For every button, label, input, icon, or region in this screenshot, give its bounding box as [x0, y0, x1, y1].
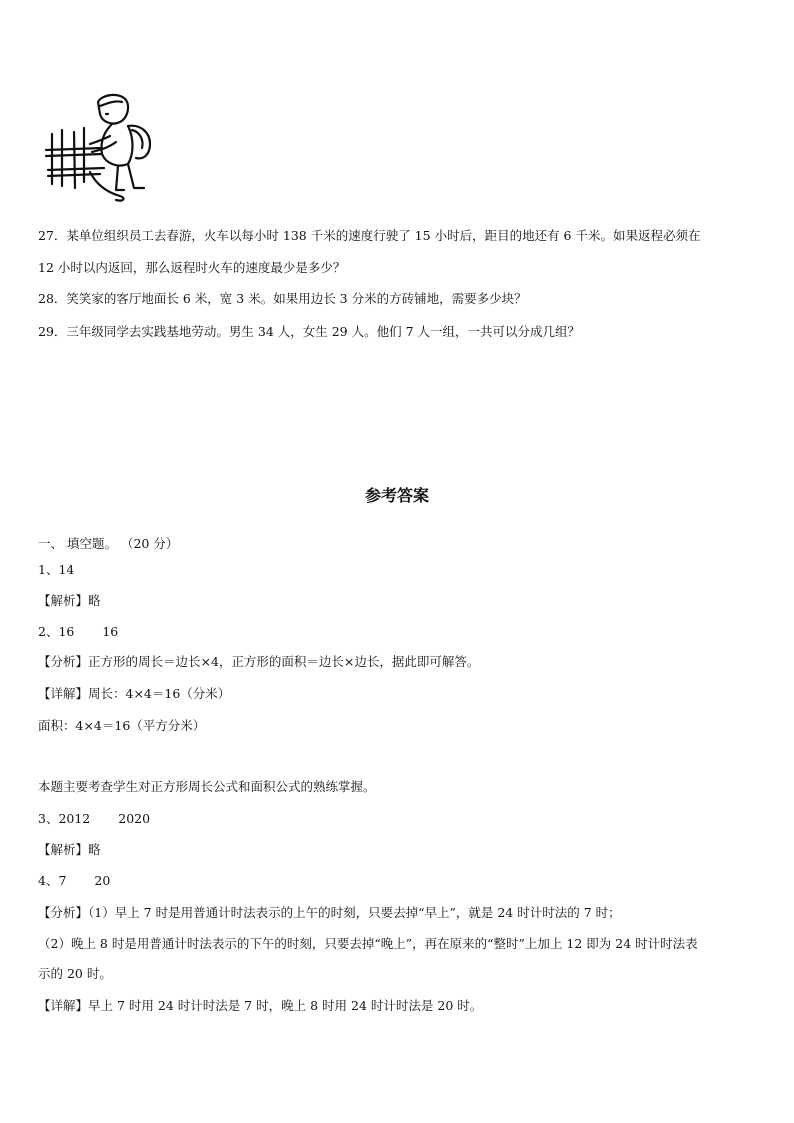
answer-3	[38, 809, 150, 829]
answer-1: 1、14	[38, 562, 75, 577]
answer-4-analysis-1: 【分析】（1）早上 7 时是用普通计时法表示的上午的时刻，只要去掉“早上”，就是 24 时计时法的 7 时；	[38, 905, 621, 920]
answer-2-analysis: 【分析】正方形的周长＝边长×4，正方形的面积＝边长×边长，据此即可解答。	[38, 654, 480, 669]
answer-2-area: 面积：4×4＝16（平方分米）	[38, 718, 206, 733]
answer-4-detail: 【详解】早上 7 时用 24 时计时法是 7 时，晚上 8 时用 24 时计时法是 20 时。	[38, 998, 483, 1013]
answer-2-detail: 【详解】周长：4×4＝16（分米）	[38, 686, 231, 701]
answers-title: 参考答案	[364, 486, 429, 505]
question-29: 29．三年级同学去实践基地劳动。男生 34 人，女生 29 人。他们 7 人一组，一共可以分成几组？	[38, 324, 581, 339]
answer-4-value: 20	[94, 873, 111, 888]
answer-3-number: 3、2012	[38, 811, 91, 826]
section-1-heading: 一、 填空题。 （20 分）	[38, 536, 179, 551]
answer-2-summary: 本题主要考查学生对正方形周长公式和面积公式的熟练掌握。	[38, 779, 376, 794]
answer-4	[38, 871, 110, 891]
answer-3-note: 【解析】略	[38, 842, 101, 857]
answer-4-number: 4、7	[38, 873, 67, 888]
question-27-line-2: 12 小时以内返回，那么返程时火车的速度最少是多少？	[38, 260, 346, 275]
boy-fence-illustration	[40, 92, 165, 210]
answer-4-analysis-3: 示的 20 时。	[38, 966, 112, 981]
question-28: 28．笑笑家的客厅地面长 6 米，宽 3 米。如果用边长 3 分米的方砖铺地，需要多少块？	[38, 291, 527, 306]
answer-3-value: 2020	[118, 811, 151, 826]
answer-4-analysis-2: （2）晚上 8 时是用普通计时法表示的下午的时刻，只要去掉“晚上”，再在原来的“整时”上加上 12 即为 24 时计时法表	[38, 936, 698, 951]
answer-1-note: 【解析】略	[38, 593, 101, 608]
answer-2	[38, 622, 118, 642]
question-27-line-1: 27．某单位组织员工去春游，火车以每小时 138 千米的速度行驶了 15 小时后，距目的地还有 6 千米。如果返程必须在	[38, 228, 701, 243]
answer-2-number: 2、16	[38, 624, 75, 639]
answer-2-value: 16	[102, 624, 119, 639]
